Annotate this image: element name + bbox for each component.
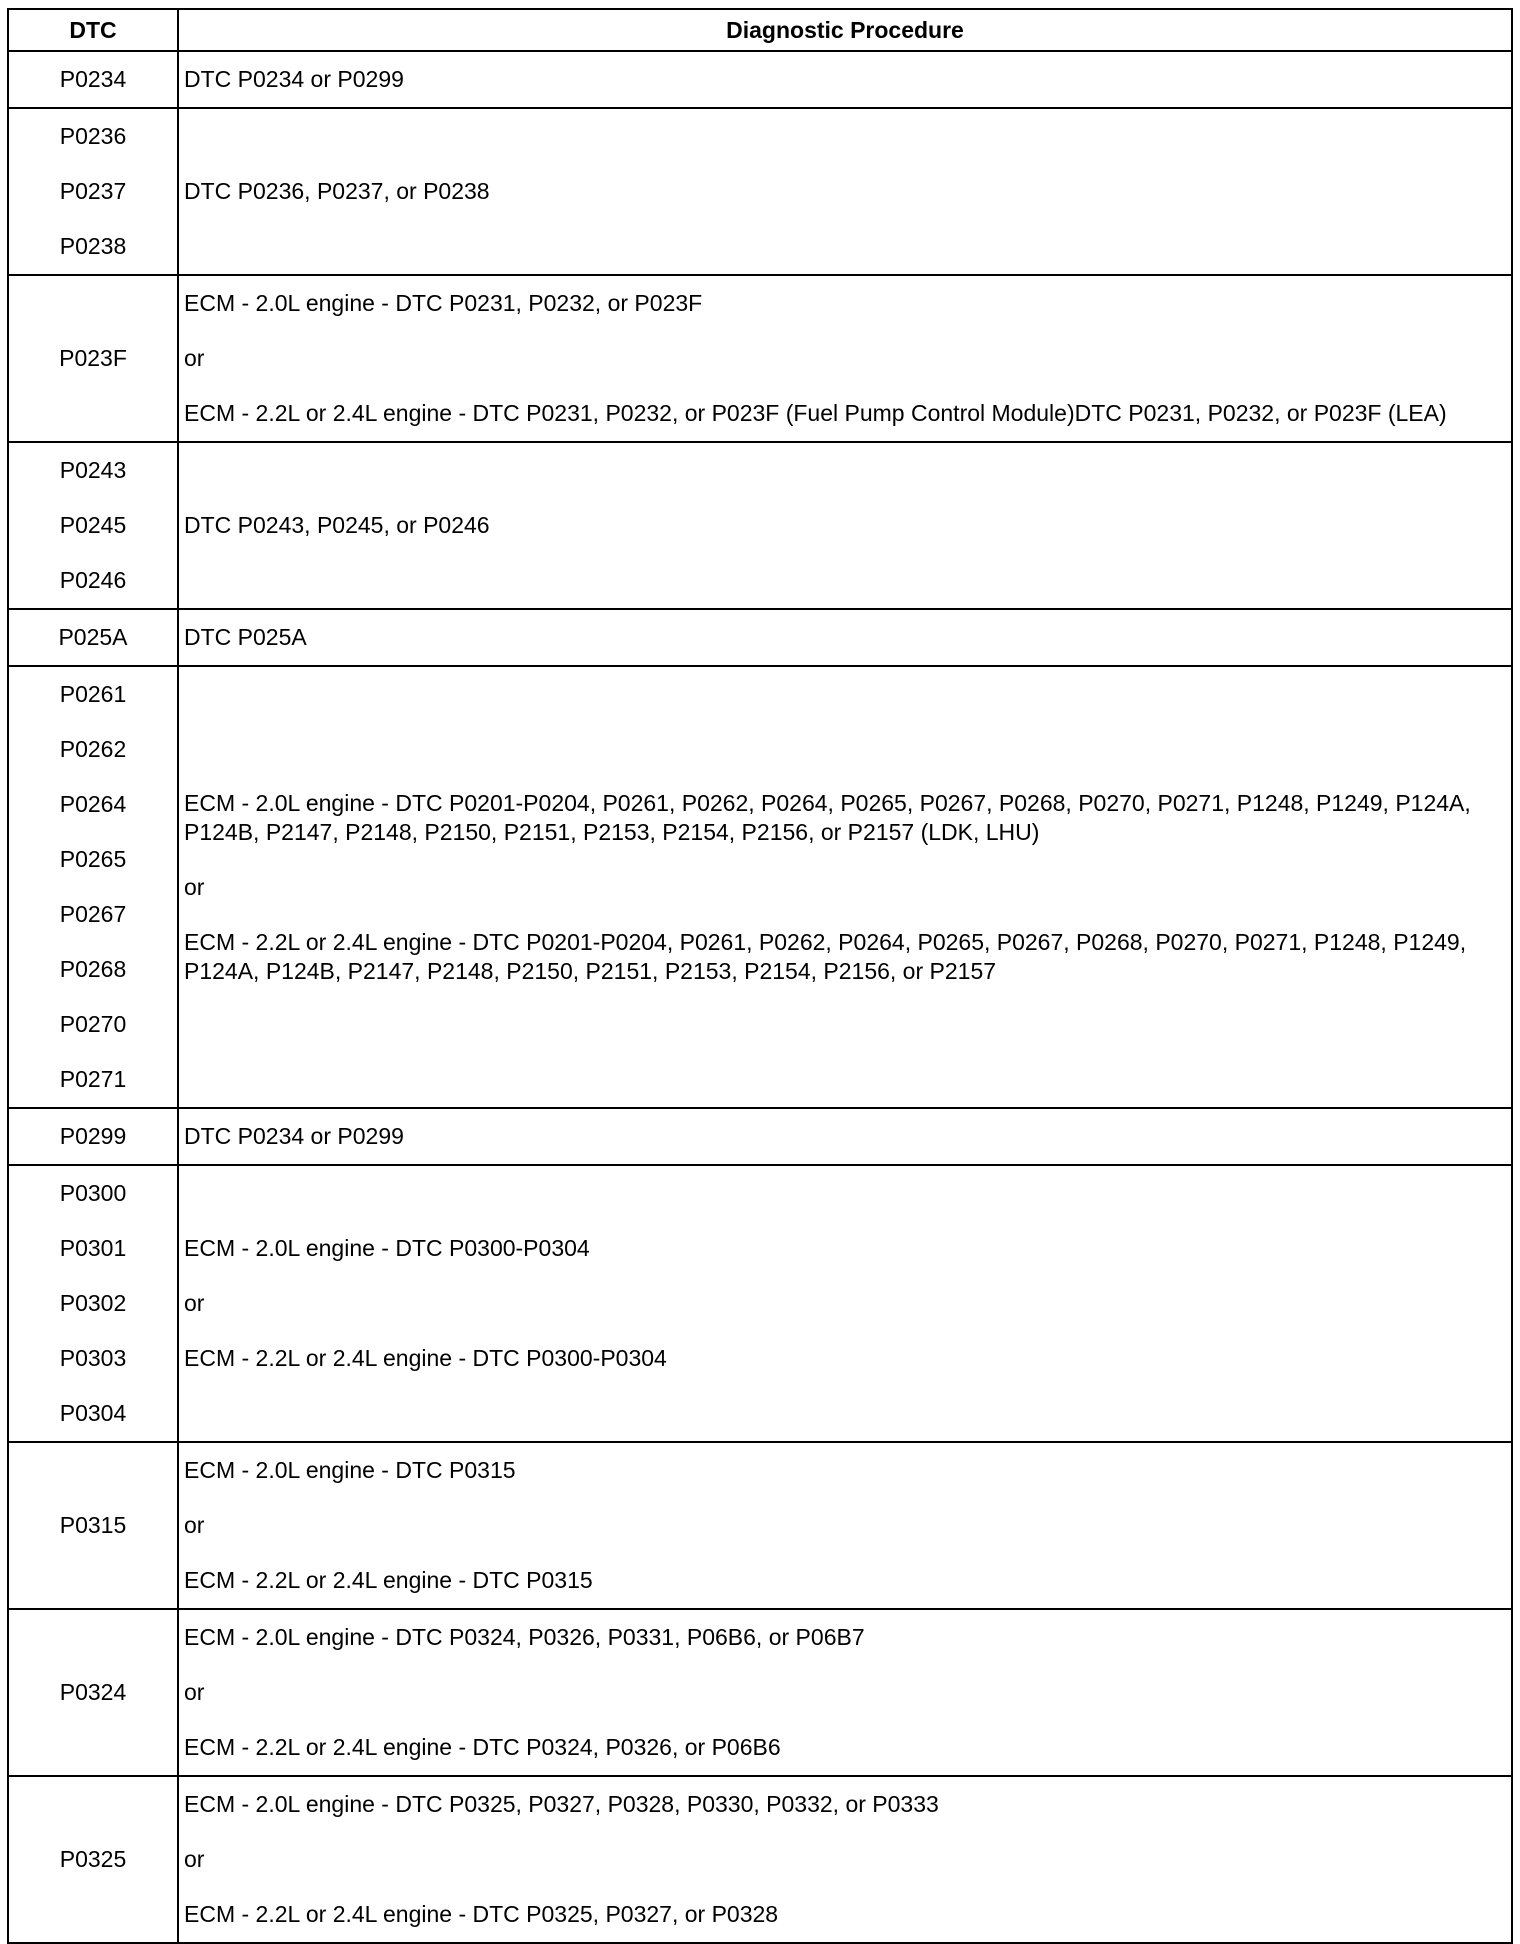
dtc-code: P0238	[59, 233, 127, 259]
dtc-code: P0236	[59, 123, 127, 149]
procedure-cell	[178, 442, 1512, 609]
dtc-code: P0264	[59, 791, 127, 817]
procedure-text: ECM - 2.0L engine - DTC P0201-P0204, P0261, P0262, P0264, P0265, P0267, P0268, P0270, P0271, P1248, P1249, P124A, P124B, P2147, P2148, P2150, P2151, P2153, P2154, P2156, or P2157 (LDK, LHU)	[184, 789, 1471, 845]
procedure-text: ECM - 2.0L engine - DTC P0325, P0327, P0328, P0330, P0332, or P0333	[184, 1791, 939, 1817]
procedure-separator: or	[184, 1679, 205, 1705]
dtc-code: P0325	[59, 1846, 127, 1872]
dtc-code: P0234	[59, 66, 127, 92]
procedure-text: ECM - 2.2L or 2.4L engine - DTC P0324, P0326, or P06B6	[184, 1734, 781, 1760]
dtc-cell	[8, 1609, 178, 1776]
procedure-separator: or	[184, 345, 205, 371]
procedure-text: ECM - 2.2L or 2.4L engine - DTC P0201-P0204, P0261, P0262, P0264, P0265, P0267, P0268, P0270, P0271, P1248, P1249, P124A, P124B, P2147, P2148, P2150, P2151, P2153, P2154, P2156, or P2157	[184, 928, 1467, 984]
table-row	[8, 442, 1512, 609]
dtc-code: P0245	[59, 512, 127, 538]
procedure-cell	[178, 1776, 1512, 1943]
procedure-cell	[178, 1442, 1512, 1609]
dtc-code: P023F	[59, 345, 127, 371]
procedure-cell	[178, 51, 1512, 108]
dtc-code: P0324	[59, 1679, 127, 1705]
table-row	[8, 1609, 1512, 1776]
procedure-text: ECM - 2.0L engine - DTC P0315	[184, 1457, 516, 1483]
table-row	[8, 275, 1512, 442]
dtc-cell	[8, 275, 178, 442]
dtc-code: P0246	[59, 567, 127, 593]
procedure-text: ECM - 2.2L or 2.4L engine - DTC P0325, P0327, or P0328	[184, 1901, 779, 1927]
procedure-text: ECM - 2.2L or 2.4L engine - DTC P0231, P0232, or P023F (Fuel Pump Control Module)DTC P0231, P0232, or P023F (LEA)	[184, 400, 1447, 426]
table-row	[8, 51, 1512, 108]
table-row	[8, 609, 1512, 666]
table-row	[8, 666, 1512, 1108]
dtc-code: P0268	[59, 956, 127, 982]
procedure-text: ECM - 2.0L engine - DTC P0300-P0304	[184, 1235, 590, 1261]
table-row	[8, 1165, 1512, 1442]
dtc-code: P0265	[59, 846, 127, 872]
procedure-cell	[178, 275, 1512, 442]
dtc-code: P0300	[59, 1180, 127, 1206]
table-row	[8, 1442, 1512, 1609]
procedure-cell	[178, 1165, 1512, 1442]
dtc-code: P0243	[59, 457, 127, 483]
table-row	[8, 1108, 1512, 1165]
dtc-cell	[8, 442, 178, 609]
procedure-cell	[178, 609, 1512, 666]
dtc-code: P0271	[59, 1066, 127, 1092]
dtc-code: P025A	[58, 624, 128, 650]
procedure-cell	[178, 666, 1512, 1108]
dtc-cell	[8, 1442, 178, 1609]
dtc-code: P0315	[59, 1512, 127, 1538]
procedure-text: DTC P0236, P0237, or P0238	[184, 178, 490, 204]
dtc-code: P0270	[59, 1011, 127, 1037]
dtc-column-header: DTC	[8, 9, 178, 51]
dtc-code: P0302	[59, 1290, 127, 1316]
table-body	[8, 51, 1512, 1943]
procedure-cell	[178, 1108, 1512, 1165]
dtc-cell	[8, 666, 178, 1108]
procedure-text: DTC P025A	[184, 624, 307, 650]
dtc-code: P0267	[59, 901, 127, 927]
dtc-code: P0299	[59, 1123, 127, 1149]
dtc-code: P0261	[59, 681, 127, 707]
dtc-table	[7, 8, 1513, 1944]
procedure-cell	[178, 108, 1512, 275]
dtc-code: P0303	[59, 1345, 127, 1371]
procedure-text: ECM - 2.2L or 2.4L engine - DTC P0315	[184, 1567, 593, 1593]
procedure-column-header: Diagnostic Procedure	[178, 9, 1512, 51]
procedure-text: DTC P0234 or P0299	[184, 66, 404, 92]
dtc-cell	[8, 1776, 178, 1943]
dtc-cell	[8, 609, 178, 666]
procedure-separator: or	[184, 1290, 205, 1316]
procedure-text: ECM - 2.0L engine - DTC P0324, P0326, P0331, P06B6, or P06B7	[184, 1624, 865, 1650]
dtc-cell	[8, 51, 178, 108]
procedure-text: ECM - 2.0L engine - DTC P0231, P0232, or P023F	[184, 290, 703, 316]
dtc-cell	[8, 108, 178, 275]
table-row	[8, 108, 1512, 275]
procedure-separator: or	[184, 1846, 205, 1872]
dtc-code: P0301	[59, 1235, 127, 1261]
procedure-text: ECM - 2.2L or 2.4L engine - DTC P0300-P0304	[184, 1345, 667, 1371]
procedure-text: DTC P0243, P0245, or P0246	[184, 512, 490, 538]
procedure-separator: or	[184, 1512, 205, 1538]
table-row	[8, 1776, 1512, 1943]
dtc-cell	[8, 1108, 178, 1165]
dtc-cell	[8, 1165, 178, 1442]
dtc-code: P0262	[59, 736, 127, 762]
dtc-code: P0237	[59, 178, 127, 204]
procedure-cell	[178, 1609, 1512, 1776]
procedure-text: DTC P0234 or P0299	[184, 1123, 404, 1149]
procedure-separator: or	[184, 873, 205, 900]
dtc-code: P0304	[59, 1400, 127, 1426]
header-row	[8, 9, 1512, 51]
